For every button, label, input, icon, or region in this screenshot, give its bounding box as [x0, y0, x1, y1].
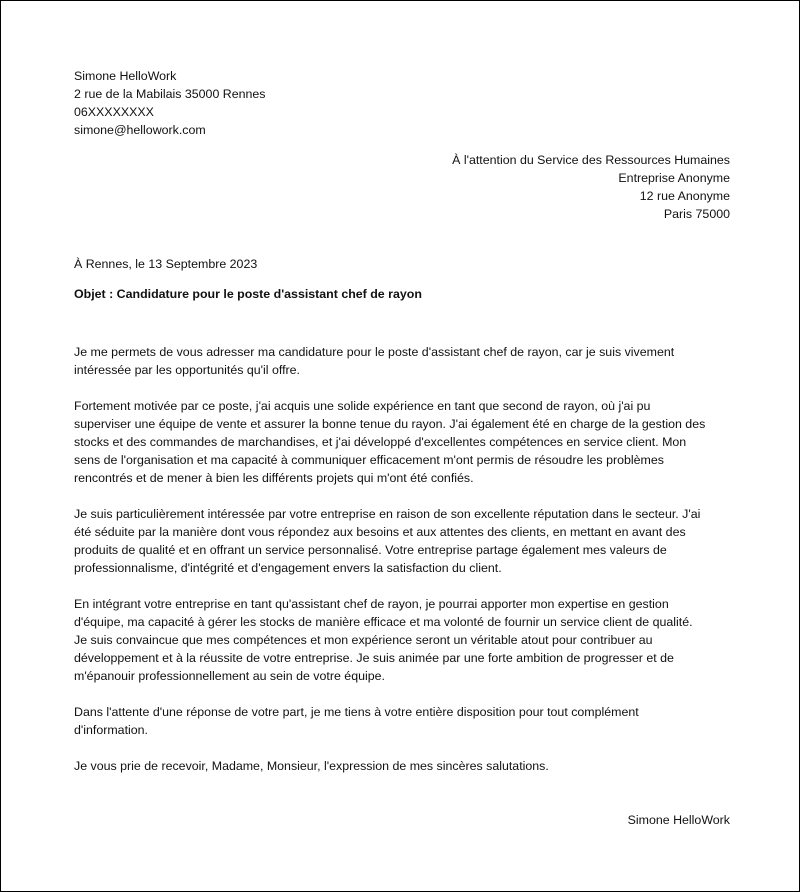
- letter-body: [74, 343, 730, 793]
- sender-name: Simone HelloWork: [74, 69, 177, 83]
- recipient-city: Paris 75000: [663, 207, 730, 221]
- body-paragraph: [74, 757, 730, 775]
- paragraph-line: Dans l'attente d'une réponse de votre part, je me tiens à votre entière disposition pour tout complément: [74, 705, 639, 719]
- paragraph-line: été séduite par la manière dont vous répondez aux besoins et aux attentes des clients, en mettant en avant des: [74, 525, 686, 539]
- signature: Simone HelloWork: [627, 813, 730, 827]
- paragraph-line: développement et à la réussite de votre entreprise. Je suis animée par une forte ambition de progresser et de: [74, 651, 674, 665]
- paragraph-line: Je suis particulièrement intéressée par votre entreprise en raison de son excellente réputation dans le secteur. J'ai: [74, 507, 701, 521]
- paragraph-line: professionnalisme, d'intégrité et d'engagement envers la satisfaction du client.: [74, 561, 502, 575]
- body-paragraph: [74, 505, 730, 577]
- paragraph-line: produits de qualité et en offrant un service personnalisé. Votre entreprise partage également mes valeurs de: [74, 543, 667, 557]
- paragraph-line: superviser une équipe de vente et assurer la bonne tenue du rayon. J'ai également été en charge de la gestion des: [74, 417, 706, 431]
- recipient-block: [74, 151, 730, 223]
- paragraph-line: sens de l'organisation et ma capacité à communiquer efficacement m'ont permis de résoudre les problèmes: [74, 453, 664, 467]
- subject-line: Objet : Candidature pour le poste d'assistant chef de rayon: [74, 287, 422, 301]
- body-paragraph: [74, 397, 730, 487]
- paragraph-line: intéressée par les opportunités qu'il offre.: [74, 363, 300, 377]
- sender-address: 2 rue de la Mabilais 35000 Rennes: [74, 87, 266, 101]
- paragraph-line: d'information.: [74, 723, 148, 737]
- body-paragraph: [74, 343, 730, 379]
- paragraph-line: Fortement motivée par ce poste, j'ai acquis une solide expérience en tant que second de rayon, où j'ai pu: [74, 399, 651, 413]
- date-line: À Rennes, le 13 Septembre 2023: [74, 257, 258, 271]
- paragraph-line: rencontrés et de mener à bien les différents projets qui m'ont été confiés.: [74, 471, 474, 485]
- paragraph-line: En intégrant votre entreprise en tant qu'assistant chef de rayon, je pourrai apporter mon expertise en gestion: [74, 597, 669, 611]
- recipient-street: 12 rue Anonyme: [639, 189, 730, 203]
- paragraph-line: Je me permets de vous adresser ma candidature pour le poste d'assistant chef de rayon, car je suis vivement: [74, 345, 675, 359]
- sender-block: [74, 67, 730, 139]
- paragraph-line: Je vous prie de recevoir, Madame, Monsieur, l'expression de mes sincères salutations.: [74, 759, 549, 773]
- paragraph-line: Je suis convaincue que mes compétences et mon expérience seront un véritable atout pour contribuer au: [74, 633, 653, 647]
- body-paragraph: [74, 703, 730, 739]
- paragraph-line: stocks et des commandes de marchandises, et j'ai développé d'excellentes compétences en service client. Mon: [74, 435, 687, 449]
- paragraph-line: m'épanouir professionnellement au sein de votre équipe.: [74, 669, 385, 683]
- sender-phone: 06XXXXXXXX: [74, 105, 154, 119]
- recipient-attention: À l'attention du Service des Ressources Humaines: [452, 153, 730, 167]
- recipient-company: Entreprise Anonyme: [618, 171, 730, 185]
- paragraph-line: d'équipe, ma capacité à gérer les stocks de manière efficace et ma volonté de fournir un service client de qualité.: [74, 615, 693, 629]
- sender-email: simone@hellowork.com: [74, 123, 206, 137]
- body-paragraph: [74, 595, 730, 685]
